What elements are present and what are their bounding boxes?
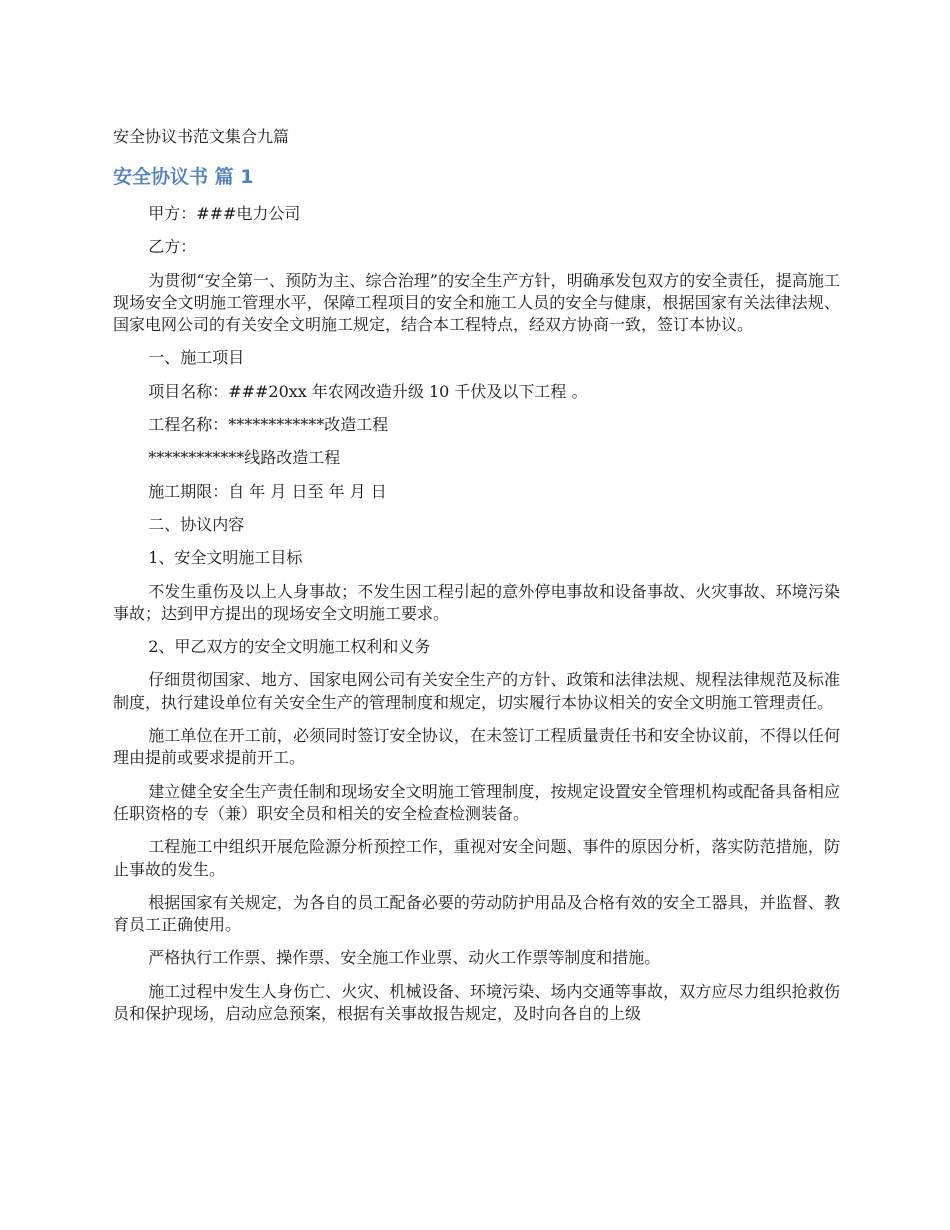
paragraph-heading-goal: 1、安全文明施工目标	[148, 548, 303, 568]
document-title: 安全协议书范文集合九篇	[113, 127, 290, 146]
paragraph-party-a: 甲方：###电力公司	[148, 204, 301, 223]
paragraph-goal-content: 不发生重伤及以上人身事故；不发生因工程引起的意外停电事故和设备事故、火灾事故、环境污染事故；达到甲方提出的现场安全文明施工要求。	[113, 581, 840, 623]
paragraph-heading-agreement: 二、协议内容	[148, 514, 245, 534]
paragraph-line-engineering: ************线路改造工程	[148, 448, 341, 468]
paragraph-rights-5: 根据国家有关规定，为各自的员工配备必要的劳动防护用品及合格有效的安全工器具，并监督、教育员工正确使用。	[113, 892, 840, 935]
paragraph-construction-period: 施工期限：自 年 月 日至 年 月 日	[148, 481, 387, 501]
paragraph-rights-7: 施工过程中发生人身伤亡、火灾、机械设备、环境污染、场内交通等事故，双方应尽力组织抢救伤员和保护现场，启动应急预案，根据有关事故报告规定，及时向各自的上级	[113, 981, 840, 1024]
paragraph-project-name: 项目名称：###20xx 年农网改造升级 10 千伏及以下工程 。	[148, 381, 588, 401]
paragraph-heading-rights: 2、甲乙双方的安全文明施工权利和义务	[148, 637, 431, 657]
paragraph-rights-2: 施工单位在开工前，必须同时签订安全协议，在未签订工程质量责任书和安全协议前，不得以任何理由提前或要求提前开工。	[113, 726, 840, 768]
document-body	[113, 203, 840, 1036]
paragraph-heading-project: 一、施工项目	[148, 348, 245, 368]
paragraph-engineering-name: 工程名称：************改造工程	[148, 415, 389, 435]
paragraph-rights-6: 严格执行工作票、操作票、安全施工作业票、动火工作票等制度和措施。	[148, 948, 661, 968]
paragraph-preamble: 为贯彻“安全第一、预防为主、综合治理”的安全生产方针，明确承发包双方的安全责任，提高施工现场安全文明施工管理水平，保障工程项目的安全和施工人员的安全与健康，根据国家有关法律法规、国家电网公司的有关安全文明施工规定，结合本工程特点，经双方协商一致，签订本协议。	[113, 270, 840, 335]
paragraph-rights-3: 建立健全安全生产责任制和现场安全文明施工管理制度，按规定设置安全管理机构或配备具备相应任职资格的专（兼）职安全员和相关的安全检查检测装备。	[113, 781, 840, 823]
paragraph-party-b: 乙方：	[148, 237, 197, 257]
paragraph-rights-4: 工程施工中组织开展危险源分析预控工作，重视对安全问题、事件的原因分析，落实防范措施，防止事故的发生。	[113, 837, 840, 879]
paragraph-rights-1: 仔细贯彻国家、地方、国家电网公司有关安全生产的方针、政策和法律法规、规程法律规范及标准制度，执行建设单位有关安全生产的管理制度和规定，切实履行本协议相关的安全文明施工管理责任。	[113, 670, 840, 712]
section-heading: 安全协议书 篇 1	[113, 166, 254, 188]
